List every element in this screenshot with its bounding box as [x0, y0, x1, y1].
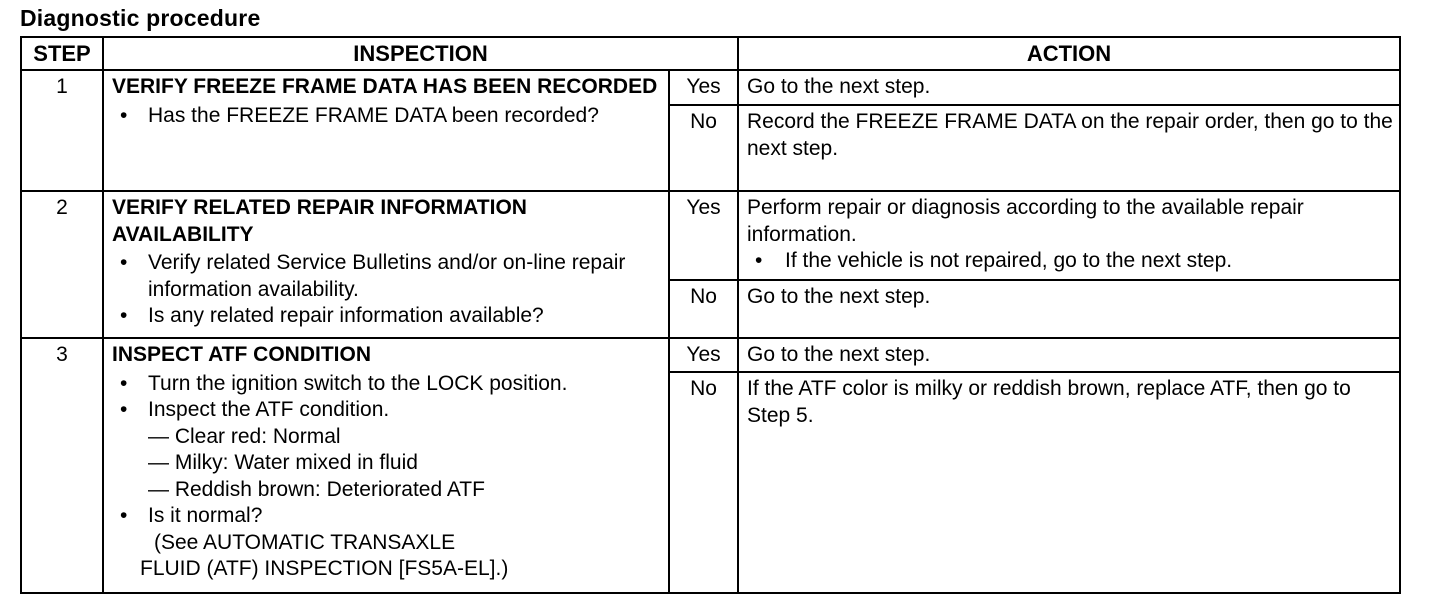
page-title: Diagnostic procedure — [20, 5, 261, 31]
step-1-yes-row — [21, 70, 1400, 105]
no-label: No — [669, 280, 738, 338]
condition-line: — Clear red: Normal — [148, 424, 341, 448]
header-row — [21, 37, 1400, 70]
condition-line: — Reddish brown: Deteriorated ATF — [148, 477, 485, 501]
bullet-item: • If the vehicle is not repaired, go to the next step. — [747, 248, 1393, 275]
step-number: 2 — [21, 191, 103, 338]
yes-label: Yes — [669, 338, 738, 372]
no-action: Record the FREEZE FRAME DATA on the repair order, then go to the next step. — [738, 105, 1400, 191]
bullet-item: • Has the FREEZE FRAME DATA been recorded? — [112, 103, 662, 130]
no-label: No — [669, 372, 738, 593]
step-3-inspection — [103, 338, 669, 593]
see-reference-line-2: FLUID (ATF) INSPECTION [FS5A-EL].) — [140, 557, 509, 580]
step-2-inspection — [103, 191, 669, 338]
action-bullets — [747, 248, 1393, 275]
bullet-item: • Is any related repair information available? — [112, 303, 662, 330]
yes-label: Yes — [669, 70, 738, 105]
yes-action: Go to the next step. — [738, 338, 1400, 372]
bullet-text: Is it normal? — [148, 504, 263, 527]
header-action: ACTION — [738, 37, 1400, 70]
bullet-item: • Verify related Service Bulletins and/or on-line repair information availability. — [112, 250, 662, 303]
no-label: No — [669, 105, 738, 191]
step-number: 1 — [21, 70, 103, 191]
inspection-bullets — [112, 103, 662, 130]
header-step: STEP — [21, 37, 103, 70]
step-heading: VERIFY FREEZE FRAME DATA HAS BEEN RECORDED — [112, 75, 658, 98]
inspection-bullets — [112, 250, 662, 330]
no-action: Go to the next step. — [738, 280, 1400, 338]
step-heading: VERIFY RELATED REPAIR INFORMATION AVAILABILITY — [112, 196, 527, 246]
step-1-inspection — [103, 70, 669, 191]
bullet-text: Inspect the ATF condition. — [148, 398, 390, 421]
bullet-item — [112, 503, 662, 556]
yes-action: Go to the next step. — [738, 70, 1400, 105]
header-inspection: INSPECTION — [103, 37, 738, 70]
step-2-yes-row — [21, 191, 1400, 280]
bullet-item: • Turn the ignition switch to the LOCK position. — [112, 371, 662, 398]
bullet-item — [112, 397, 662, 503]
step-number: 3 — [21, 338, 103, 593]
yes-label: Yes — [669, 191, 738, 280]
yes-action: Perform repair or diagnosis according to the available repair information. — [747, 196, 1304, 246]
inspection-bullets — [112, 371, 662, 557]
no-action: If the ATF color is milky or reddish brown, replace ATF, then go to Step 5. — [738, 372, 1400, 593]
condition-line: — Milky: Water mixed in fluid — [148, 451, 418, 474]
see-reference-line-1: (See AUTOMATIC TRANSAXLE — [154, 530, 456, 554]
diagnostic-table — [20, 36, 1401, 594]
step-3-yes-row — [21, 338, 1400, 372]
step-heading: INSPECT ATF CONDITION — [112, 343, 371, 366]
yes-action-cell — [738, 191, 1400, 280]
